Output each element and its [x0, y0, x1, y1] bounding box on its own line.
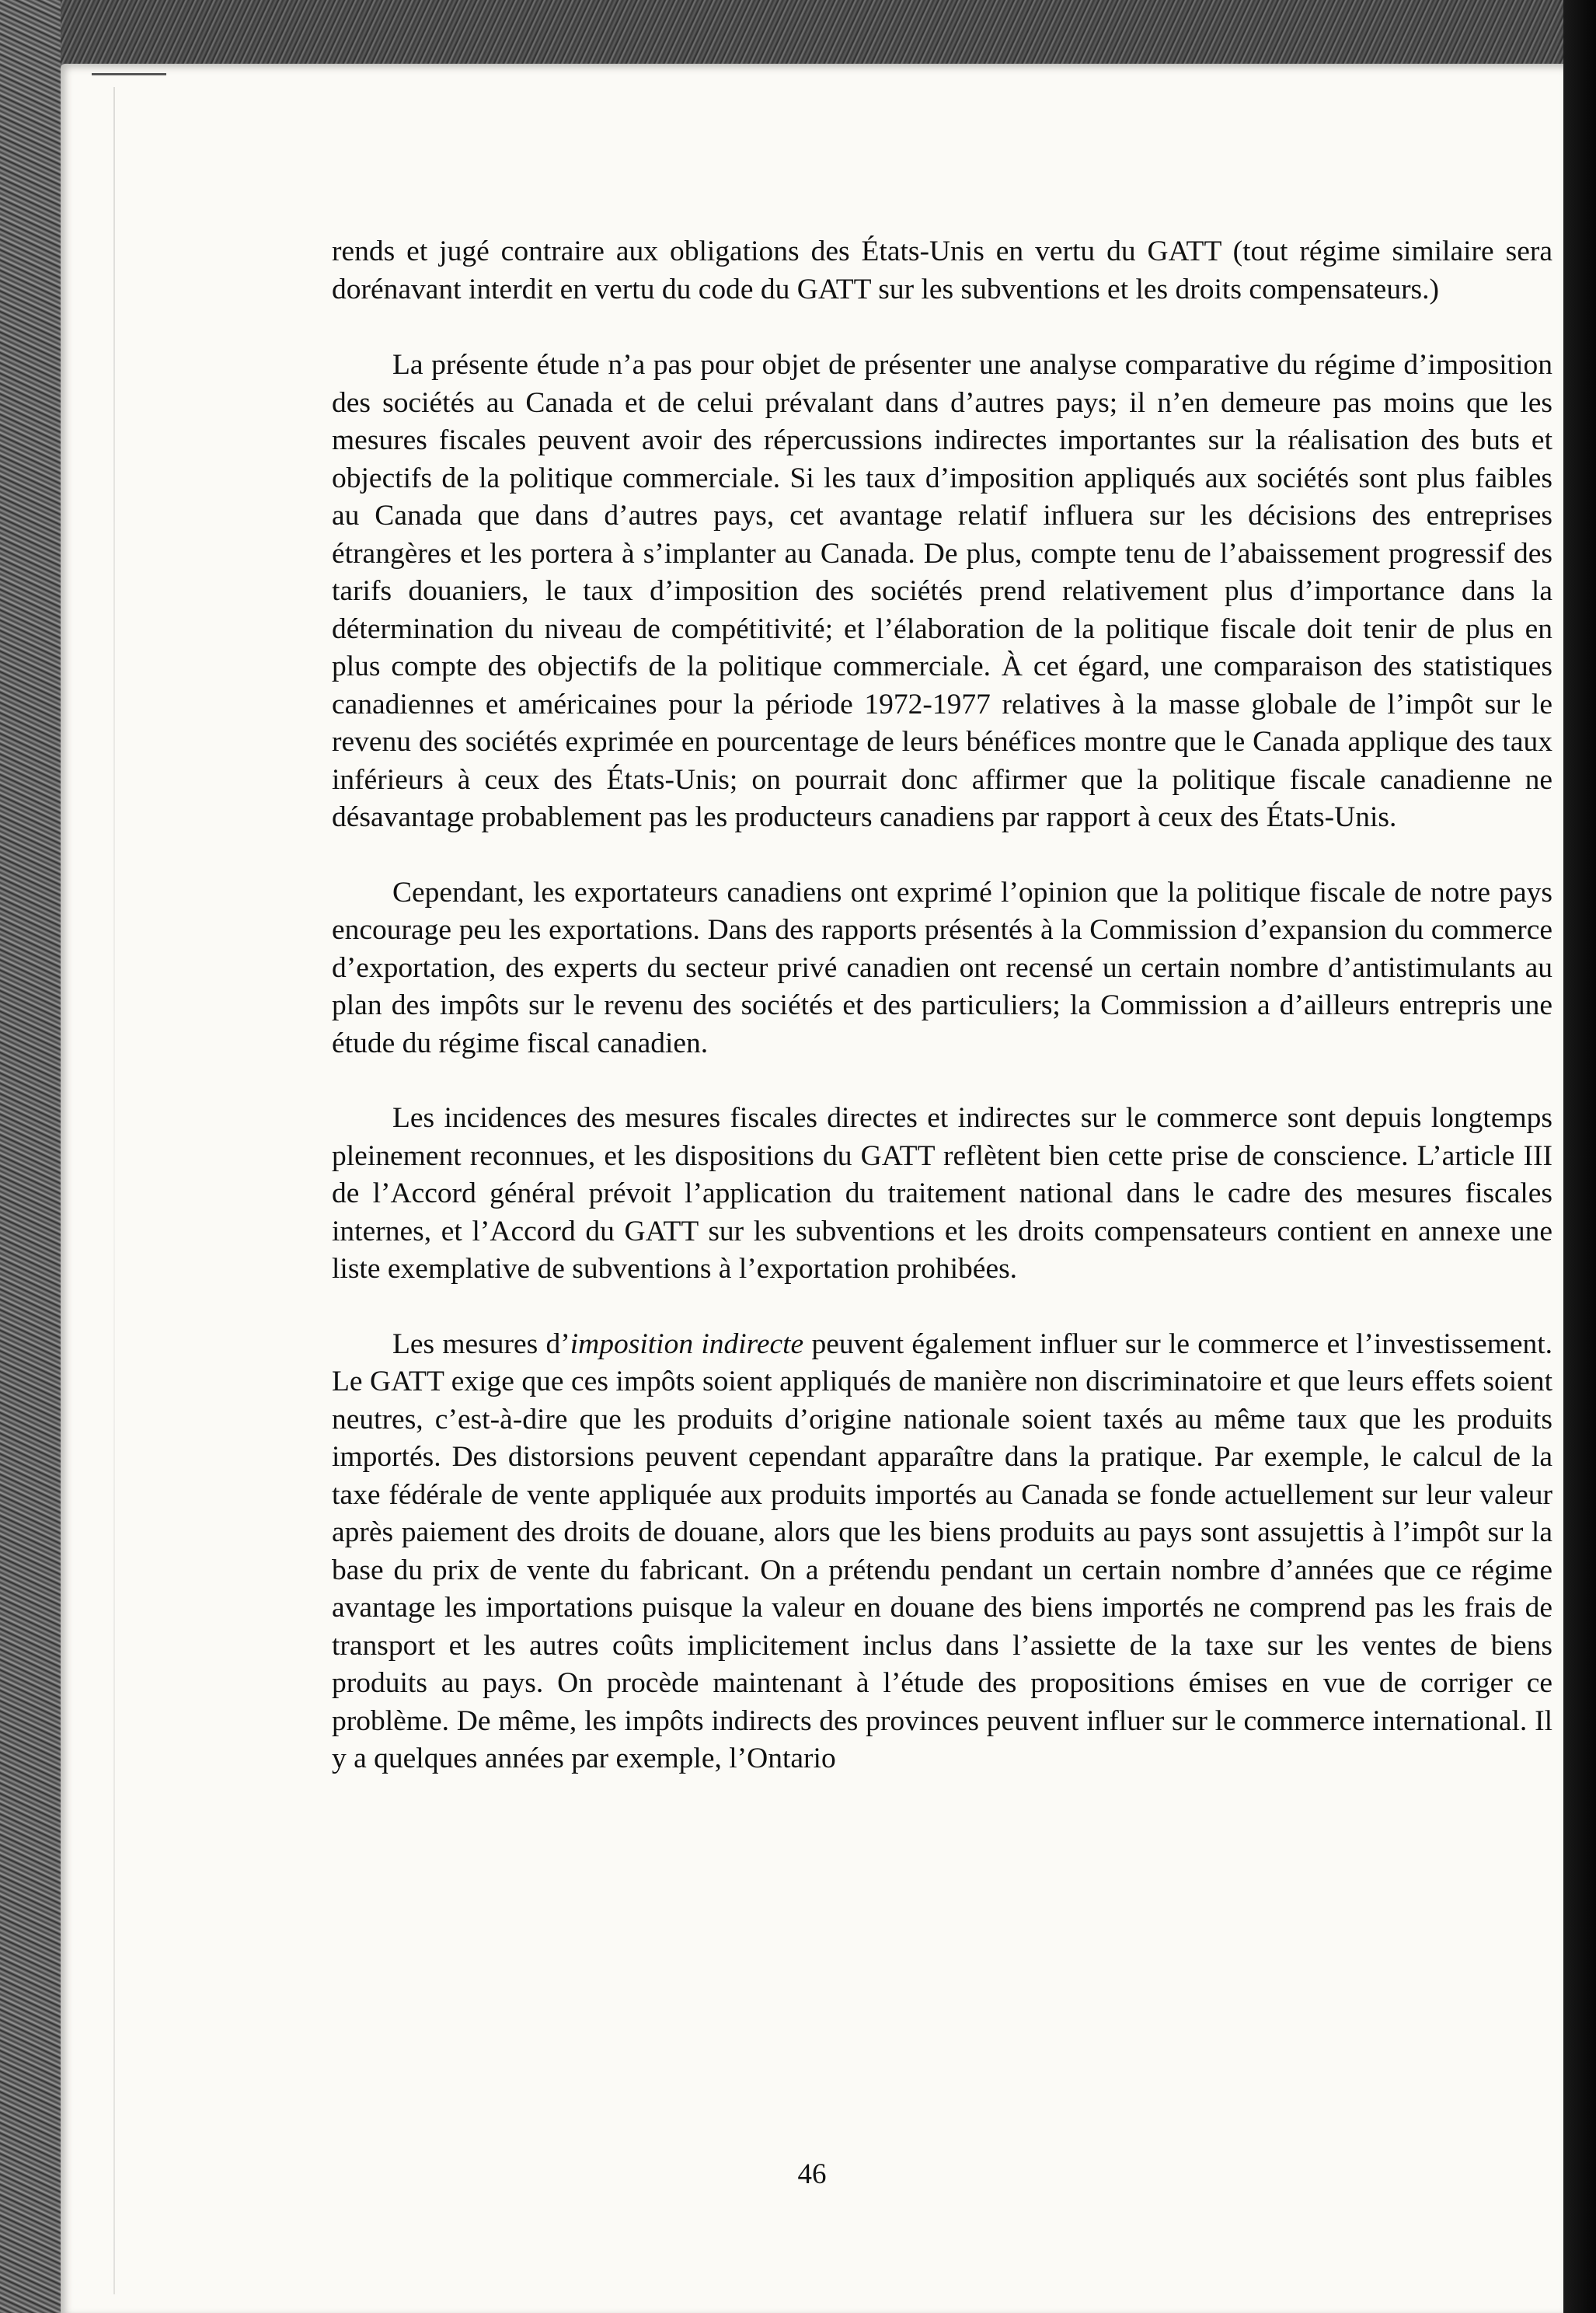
paragraph-5-start: Les mesures d’ [392, 1327, 570, 1360]
paragraph-3: Cependant, les exportateurs canadiens ont exprimé l’opinion que la politique fiscale de notre pays encourage peu les exportations. Dans des rapports présentés à la Commission d’expansion du commerce d’exportation, des experts du secteur privé canadien ont recensé un certain nombre d’antistimulants au plan des impôts sur le revenu des sociétés et des particuliers; la Commission a d’ailleurs entrepris une étude du régime fiscal canadien. [332, 876, 1552, 1059]
page-fold-shadow [113, 87, 115, 2294]
paragraph-5-emphasis: imposition indirecte [570, 1327, 804, 1360]
document-page [61, 64, 1563, 2313]
scan-border-top [0, 0, 1596, 70]
page-edge-mark [92, 73, 166, 75]
paragraph-5 [332, 1326, 1552, 1778]
paragraph-4: Les incidences des mesures fiscales directes et indirectes sur le commerce sont depuis longtemps pleinement reconnues, et les dispositions du GATT reflètent bien cette prise de conscience. L’article III de l’Accord général prévoit l’application du traitement national dans le cadre des mesures fiscales internes, et l’Accord du GATT sur les subventions et les droits compensateurs contient en annexe une liste exemplative de subventions à l’exportation prohibées. [332, 1102, 1552, 1285]
body-text [332, 233, 1552, 1816]
paragraph-1: rends et jugé contraire aux obligations des États-Unis en vertu du GATT (tout régime similaire sera dorénavant interdit en vertu du code du GATT sur les subventions et les droits compensateurs.) [332, 235, 1552, 305]
scan-border-left [0, 0, 61, 2313]
page-number: 46 [797, 2158, 827, 2190]
scan-border-right [1563, 0, 1596, 2313]
paragraph-2: La présente étude n’a pas pour objet de présenter une analyse comparative du régime d’imposition des sociétés au Canada et de celui prévalant dans d’autres pays; il n’en demeure pas moins que les mesures fiscales peuvent avoir des répercussions indirectes importantes sur la réalisation des buts et objectifs de la politique commerciale. Si les taux d’imposition appliqués aux sociétés sont plus faibles au Canada que dans d’autres pays, cet avantage relatif influera sur les décisions des entreprises étrangères et les portera à s’implanter au Canada. De plus, compte tenu de l’abaissement progressif des tarifs douaniers, le taux d’imposition des sociétés prend relativement plus d’importance dans la détermination du niveau de compétitivité; et l’élaboration de la politique fiscale doit tenir de plus en plus compte des objectifs de la politique commerciale. À cet égard, une comparaison des statistiques canadiennes et américaines pour la période 1972-1977 relatives à la masse globale de l’impôt sur le revenu des sociétés exprimée en pourcentage de leurs bénéfices montre que le Canada applique des taux inférieurs à ceux des États-Unis; on pourrait donc affirmer que la politique fiscale canadienne ne désavantage probablement pas les producteurs canadiens par rapport à ceux des États-Unis. [332, 349, 1552, 833]
paragraph-5-rest: peuvent également influer sur le commerce et l’investissement. Le GATT exige que ces impôts soient appliqués de manière non discriminatoire et que leurs effets soient neutres, c’est-à-dire que les produits d’origine nationale soient taxés au même taux que les produits importés. Des distorsions peuvent cependant apparaître dans la pratique. Par exemple, le calcul de la taxe fédérale de vente appliquée aux produits importés au Canada se fonde actuellement sur leur valeur après paiement des droits de douane, alors que les biens produits au pays sont assujettis à l’impôt sur la base du prix de vente du fabricant. On a prétendu pendant un certain nombre d’années que ce régime avantage les importations puisque la valeur en douane des biens importés ne comprend pas les frais de transport et les autres coûts implicitement inclus dans l’assiette de la taxe sur les ventes de biens produits au pays. On procède maintenant à l’étude des propositions émises en vue de corriger ce problème. De même, les impôts indirects des provinces peuvent influer sur le commerce international. Il y a quelques années par exemple, l’Ontario [332, 1327, 1553, 1774]
